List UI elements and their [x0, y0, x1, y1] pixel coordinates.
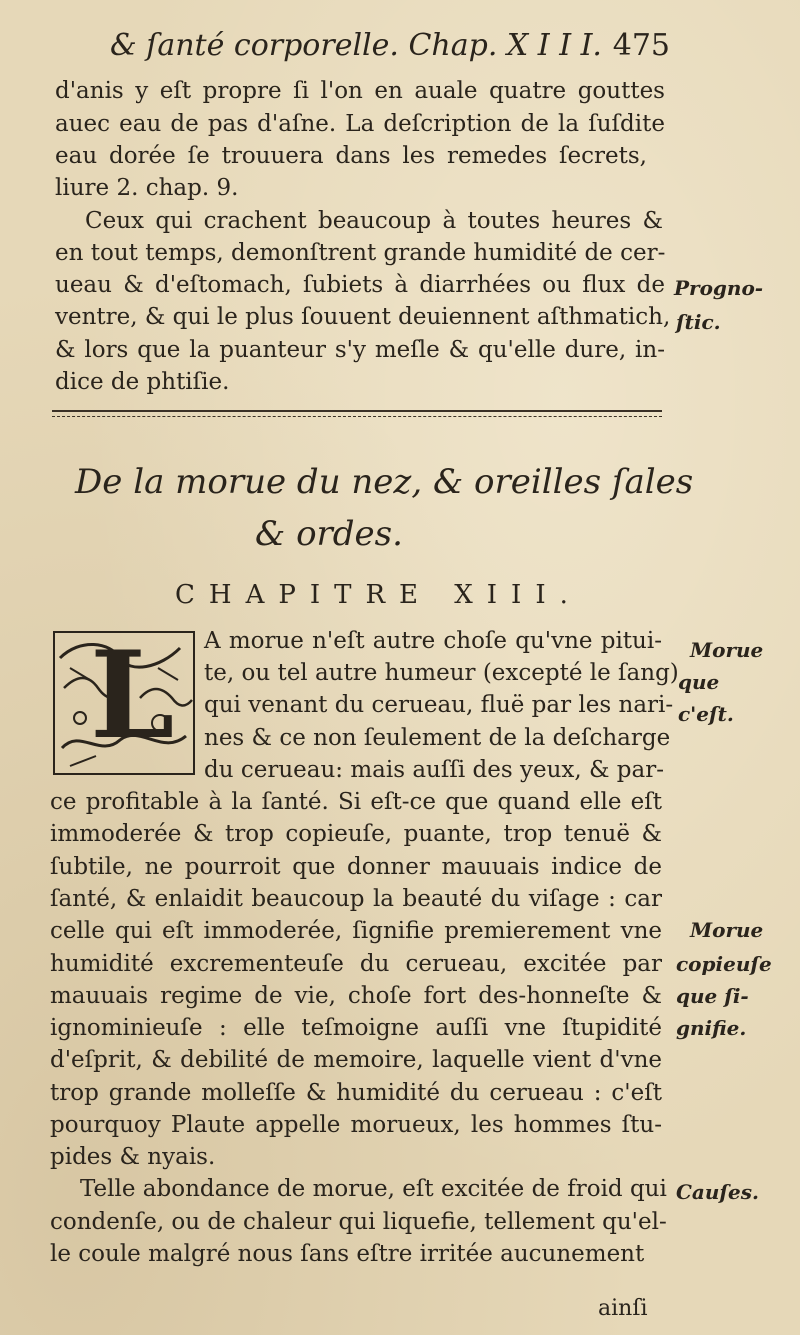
text-line: nes & ce non ſeulement de la deſcharge: [204, 725, 671, 751]
text-line: pides & nyais.: [50, 1144, 216, 1170]
text-line: d'eſprit, & debilité de memoire, laquelle vient d'vne: [50, 1047, 662, 1073]
text-line: Telle abondance de morue, eſt excitée de froid qui: [80, 1176, 667, 1202]
text-line: eau dorée ſe trouuera dans les remedes ſecrets,: [55, 143, 647, 169]
text-line: ſanté, & enlaidit beaucoup la beauté du viſage : car: [50, 886, 662, 912]
text-line: ventre, & qui le plus ſouuent deuiennent aſthmatich,: [55, 304, 671, 330]
section-divider: [52, 410, 662, 417]
margin-note-morue-que: Morue: [690, 638, 764, 662]
text-line: trop grande molleſſe & humidité du cerueau : c'eſt: [50, 1080, 662, 1106]
margin-note-copieuse: copieuſe: [676, 952, 772, 976]
margin-note-copieuse: que ſi-: [676, 984, 749, 1008]
text-line: Ceux qui crachent beaucoup à toutes heures &: [85, 208, 663, 234]
text-line: d'anis y eſt propre ſi l'on en auale quatre gouttes: [55, 78, 665, 104]
margin-note-morue-que: que: [678, 670, 720, 694]
text-line: pourquoy Plaute appelle morueux, les hommes ſtu-: [50, 1112, 662, 1138]
margin-note-copieuse: Morue: [690, 918, 764, 942]
chapter-number: CHAPITRE XIII.: [175, 580, 582, 610]
text-line: A morue n'eſt autre choſe qu'vne pitui-: [204, 628, 662, 654]
text-line: en tout temps, demonſtrent grande humidité de cer-: [55, 240, 666, 266]
catchword: ainſi: [598, 1296, 648, 1321]
text-line: du cerueau: mais auſſi des yeux, & par-: [204, 757, 664, 783]
text-line: liure 2. chap. 9.: [55, 175, 239, 201]
text-line: & lors que la puanteur s'y meſle & qu'elle dure, in-: [55, 337, 665, 363]
page-number: 475: [612, 28, 670, 63]
margin-note-causes: Cauſes.: [676, 1180, 759, 1204]
text-line: ueau & d'eſtomach, ſubiets à diarrhées ou flux de: [55, 272, 665, 298]
running-title: & ſanté corporelle. Chap. X I I I.: [110, 28, 602, 63]
margin-note-morue-que: c'eſt.: [678, 702, 734, 726]
text-line: auec eau de pas d'aſne. La deſcription de la ſuſdite: [55, 111, 665, 137]
text-line: ignominieuſe : elle teſmoigne auſſi vne ſtupidité: [50, 1015, 662, 1041]
margin-note-copieuse: gnifie.: [676, 1016, 747, 1040]
text-line: te, ou tel autre humeur (excepté le ſang): [204, 660, 679, 686]
text-line: dice de phtiſie.: [55, 369, 230, 395]
text-line: celle qui eſt immoderée, ſignifie premierement vne: [50, 918, 662, 944]
page-header: [110, 22, 670, 72]
text-line: ſubtile, ne pourroit que donner mauuais indice de: [50, 854, 662, 880]
margin-note-prognostic: ſtic.: [676, 310, 721, 334]
text-line: mauuais regime de vie, choſe fort des-honneſte &: [50, 983, 662, 1009]
text-line: ce profitable à la ſanté. Si eſt-ce que quand elle eſt: [50, 789, 662, 815]
chapter-title: & ordes.: [255, 514, 403, 554]
decorated-initial: [50, 625, 198, 778]
margin-note-prognostic: Progno-: [674, 276, 764, 300]
text-line: qui venant du cerueau, fluë par les nari-: [204, 692, 674, 718]
text-line: condenſe, ou de chaleur qui liquefie, tellement qu'el-: [50, 1209, 667, 1235]
chapter-title: De la morue du nez, & oreilles ſales: [75, 462, 694, 502]
text-line: le coule malgré nous ſans eſtre irritée aucunement: [50, 1241, 645, 1267]
initial-letter: L: [90, 625, 175, 766]
text-line: humidité excrementeuſe du cerueau, excitée par: [50, 951, 662, 977]
text-line: immoderée & trop copieuſe, puante, trop tenuë &: [50, 821, 662, 847]
